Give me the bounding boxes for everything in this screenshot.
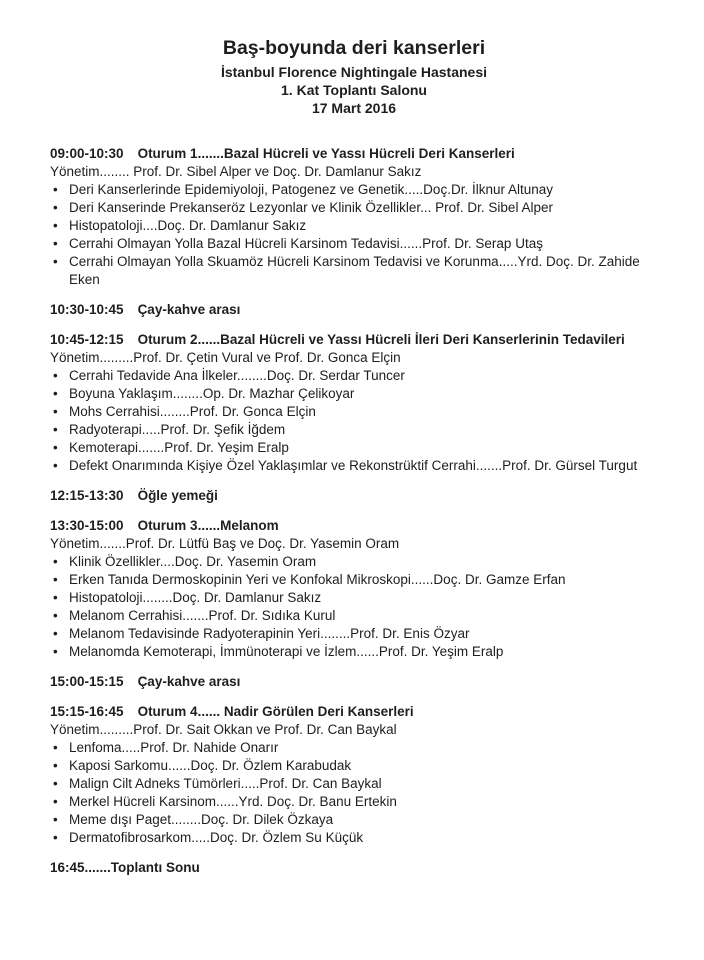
topic-text: Histopatoloji........Doç. Dr. Damlanur Sakız [69, 590, 322, 605]
bullet-icon: • [53, 218, 58, 233]
topic-item [50, 385, 658, 403]
bullet-icon: • [53, 590, 58, 605]
break-block-2 [50, 673, 658, 691]
topic-list [50, 553, 658, 661]
topic-item [50, 367, 658, 385]
session-heading-line [50, 703, 658, 721]
session-title: Oturum 4...... Nadir Görülen Deri Kanserleri [137, 704, 414, 719]
session-title: Oturum 1.......Bazal Hücreli ve Yassı Hücreli Deri Kanserleri [137, 146, 515, 161]
topic-item [50, 625, 658, 643]
break-label: Çay-kahve arası [137, 302, 241, 317]
bullet-icon: • [53, 458, 58, 473]
bullet-icon: • [53, 182, 58, 197]
room-line: 1. Kat Toplantı Salonu [281, 82, 427, 98]
break-block-1 [50, 301, 658, 319]
bullet-icon: • [53, 554, 58, 569]
bullet-icon: • [53, 236, 58, 251]
bullet-icon: • [53, 422, 58, 437]
topic-item [50, 457, 658, 475]
topic-text: Deri Kanserlerinde Epidemiyoloji, Patogenez ve Genetik.....Doç.Dr. İlknur Altunay [69, 182, 553, 197]
topic-item [50, 181, 658, 199]
topic-item [50, 793, 658, 811]
bullet-icon: • [53, 812, 58, 827]
topic-item [50, 757, 658, 775]
topic-text: Kemoterapi.......Prof. Dr. Yeşim Eralp [69, 440, 289, 455]
topic-item [50, 235, 658, 253]
bullet-icon: • [53, 572, 58, 587]
lunch-block [50, 487, 658, 505]
topic-item [50, 739, 658, 757]
topic-item [50, 421, 658, 439]
break-time: 10:30-10:45 [50, 302, 124, 317]
session-heading-line [50, 331, 658, 349]
management-line: Yönetim.......Prof. Dr. Lütfü Baş ve Doç. Dr. Yasemin Oram [50, 536, 400, 551]
topic-item [50, 775, 658, 793]
bullet-icon: • [53, 776, 58, 791]
topic-item [50, 403, 658, 421]
topic-item [50, 439, 658, 457]
break-line [50, 301, 658, 319]
topic-text: Lenfoma.....Prof. Dr. Nahide Onarır [69, 740, 279, 755]
topic-item [50, 199, 658, 217]
bullet-icon: • [53, 404, 58, 419]
session-time: 10:45-12:15 [50, 332, 124, 347]
topic-text: Dermatofibrosarkom.....Doç. Dr. Özlem Su Küçük [69, 830, 364, 845]
document-header [50, 36, 658, 117]
session-title: Oturum 3......Melanom [137, 518, 279, 533]
topic-text: Kaposi Sarkomu......Doç. Dr. Özlem Karabudak [69, 758, 352, 773]
topic-text: Melanom Tedavisinde Radyoterapinin Yeri........Prof. Dr. Enis Özyar [69, 626, 470, 641]
end-block [50, 859, 658, 877]
topic-item [50, 589, 658, 607]
bullet-icon: • [53, 794, 58, 809]
management-line: Yönetim........ Prof. Dr. Sibel Alper ve Doç. Dr. Damlanur Sakız [50, 164, 422, 179]
session-time: 13:30-15:00 [50, 518, 124, 533]
topic-item [50, 553, 658, 571]
management-line: Yönetim.........Prof. Dr. Çetin Vural ve Prof. Dr. Gonca Elçin [50, 350, 401, 365]
topic-text: Erken Tanıda Dermoskopinin Yeri ve Konfokal Mikroskopi......Doç. Dr. Gamze Erfan [69, 572, 566, 587]
topic-text: Klinik Özellikler....Doç. Dr. Yasemin Oram [69, 554, 317, 569]
bullet-icon: • [53, 608, 58, 623]
bullet-icon: • [53, 758, 58, 773]
bullet-icon: • [53, 254, 58, 269]
schedule [50, 145, 658, 877]
session-heading-line [50, 145, 658, 163]
session-heading-line [50, 517, 658, 535]
topic-item [50, 811, 658, 829]
date-line: 17 Mart 2016 [311, 100, 397, 116]
topic-text: Boyuna Yaklaşım........Op. Dr. Mazhar Çelikoyar [69, 386, 355, 401]
topic-text: Defekt Onarımında Kişiye Özel Yaklaşımlar ve Rekonstrüktif Cerrahi.......Prof. Dr. Gürsel Turgut [69, 458, 638, 473]
topic-text: Melanom Cerrahisi.......Prof. Dr. Sıdıka Kurul [69, 608, 336, 623]
bullet-icon: • [53, 626, 58, 641]
topic-item [50, 607, 658, 625]
session-block-3 [50, 517, 658, 661]
bullet-icon: • [53, 740, 58, 755]
break-label: Çay-kahve arası [137, 674, 241, 689]
bullet-icon: • [53, 386, 58, 401]
topic-text: Melanomda Kemoterapi, İmmünoterapi ve İzlem......Prof. Dr. Yeşim Eralp [69, 644, 504, 659]
topic-text: Cerrahi Tedavide Ana İlkeler........Doç. Dr. Serdar Tuncer [69, 368, 405, 383]
topic-text: Deri Kanserinde Prekanseröz Lezyonlar ve Klinik Özellikler... Prof. Dr. Sibel Alper [69, 200, 553, 215]
topic-list [50, 181, 658, 289]
topic-text: Cerrahi Olmayan Yolla Bazal Hücreli Karsinom Tedavisi......Prof. Dr. Serap Utaş [69, 236, 543, 251]
management-line: Yönetim.........Prof. Dr. Sait Okkan ve Prof. Dr. Can Baykal [50, 722, 397, 737]
topic-text: Radyoterapi.....Prof. Dr. Şefik İğdem [69, 422, 286, 437]
break-line [50, 487, 658, 505]
break-time: 15:00-15:15 [50, 674, 124, 689]
bullet-icon: • [53, 368, 58, 383]
end-line: 16:45.......Toplantı Sonu [50, 860, 200, 875]
session-title: Oturum 2......Bazal Hücreli ve Yassı Hücreli İleri Deri Kanserlerinin Tedavileri [137, 332, 625, 347]
topic-item [50, 253, 658, 289]
topic-list [50, 739, 658, 847]
topic-list [50, 367, 658, 475]
venue-line: İstanbul Florence Nightingale Hastanesi [220, 64, 488, 80]
session-time: 15:15-16:45 [50, 704, 124, 719]
topic-item [50, 643, 658, 661]
topic-text: Malign Cilt Adneks Tümörleri.....Prof. Dr. Can Baykal [69, 776, 382, 791]
bullet-icon: • [53, 644, 58, 659]
topic-text: Histopatoloji....Doç. Dr. Damlanur Sakız [69, 218, 307, 233]
break-label: Öğle yemeği [137, 488, 218, 503]
topic-text: Cerrahi Olmayan Yolla Skuamöz Hücreli Karsinom Tedavisi ve Korunma.....Yrd. Doç. Dr. Zahide Eken [69, 254, 640, 287]
break-line [50, 673, 658, 691]
topic-item [50, 829, 658, 847]
session-block-4 [50, 703, 658, 847]
bullet-icon: • [53, 440, 58, 455]
topic-text: Mohs Cerrahisi........Prof. Dr. Gonca Elçin [69, 404, 316, 419]
topic-item [50, 571, 658, 589]
session-block-1 [50, 145, 658, 289]
bullet-icon: • [53, 200, 58, 215]
break-time: 12:15-13:30 [50, 488, 124, 503]
topic-text: Meme dışı Paget........Doç. Dr. Dilek Özkaya [69, 812, 334, 827]
document-title: Baş-boyunda deri kanserleri [222, 37, 486, 59]
session-time: 09:00-10:30 [50, 146, 124, 161]
topic-text: Merkel Hücreli Karsinom......Yrd. Doç. Dr. Banu Ertekin [69, 794, 397, 809]
session-block-2 [50, 331, 658, 475]
topic-item [50, 217, 658, 235]
bullet-icon: • [53, 830, 58, 845]
